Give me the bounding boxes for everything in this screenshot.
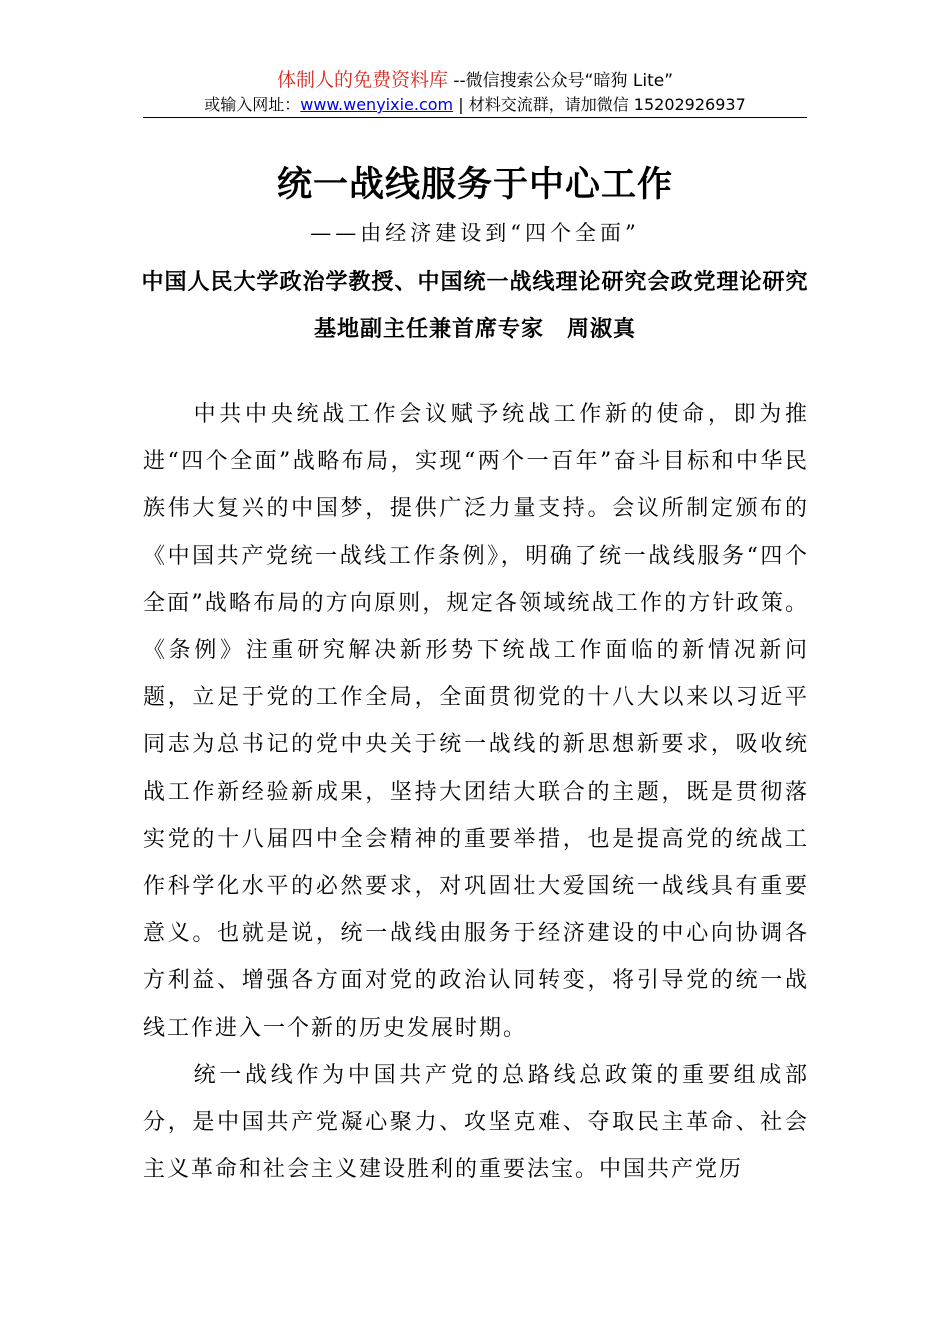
paragraph: 统一战线作为中国共产党的总路线总政策的重要组成部分，是中国共产党凝心聚力、攻坚克难、夺取民主革命、社会主义革命和社会主义建设胜利的重要法宝。中国共产党历: [143, 1062, 809, 1183]
header-line-2: [0, 93, 950, 117]
header-url-link[interactable]: www.wenyixie.com: [300, 95, 454, 114]
header-divider: [143, 117, 807, 118]
header-wechat-text: --微信搜索公众号“暗狗 Lite”: [448, 71, 674, 91]
paragraph: 中共中央统战工作会议赋予统战工作新的使命，即为推进“四个全面”战略布局，实现“两个一百年”奋斗目标和中华民族伟大复兴的中国梦，提供广泛力量支持。会议所制定颁布的《中国共产党统一战线工作条例》，明确了统一战线服务“四个全面”战略布局的方向原则，规定各领域统战工作的方针政策。《条例》注重研究解决新形势下统战工作面临的新情况新问题，立足于党的工作全局，全面贯彻党的十八大以来以习近平同志为总书记的党中央关于统一战线的新思想新要求，吸收统战工作新经验新成果，坚持大团结大联合的主题，既是贯彻落实党的十八届四中全会精神的重要举措，也是提高党的统战工作科学化水平的必然要求，对巩固壮大爱国统一战线具有重要意义。也就是说，统一战线由服务于经济建设的中心向协调各方利益、增强各方面对党的政治认同转变，将引导党的统一战线工作进入一个新的历史发展时期。: [143, 402, 809, 1041]
document-subtitle: ——由经济建设到“四个全面”: [310, 221, 640, 245]
document-author: 中国人民大学政治学教授、中国统一战线理论研究会政党理论研究基地副主任兼首席专家 周淑真: [141, 269, 809, 342]
document-body: [143, 391, 809, 1193]
header-line-1: [0, 68, 950, 93]
header-brand: 体制人的免费资料库: [276, 69, 448, 91]
document-title: 统一战线服务于中心工作: [276, 164, 673, 205]
header-contact-text: | 材料交流群，请加微信 15202926937: [453, 95, 746, 114]
header-url-label: 或输入网址：: [204, 95, 301, 114]
page-header: [0, 68, 950, 117]
